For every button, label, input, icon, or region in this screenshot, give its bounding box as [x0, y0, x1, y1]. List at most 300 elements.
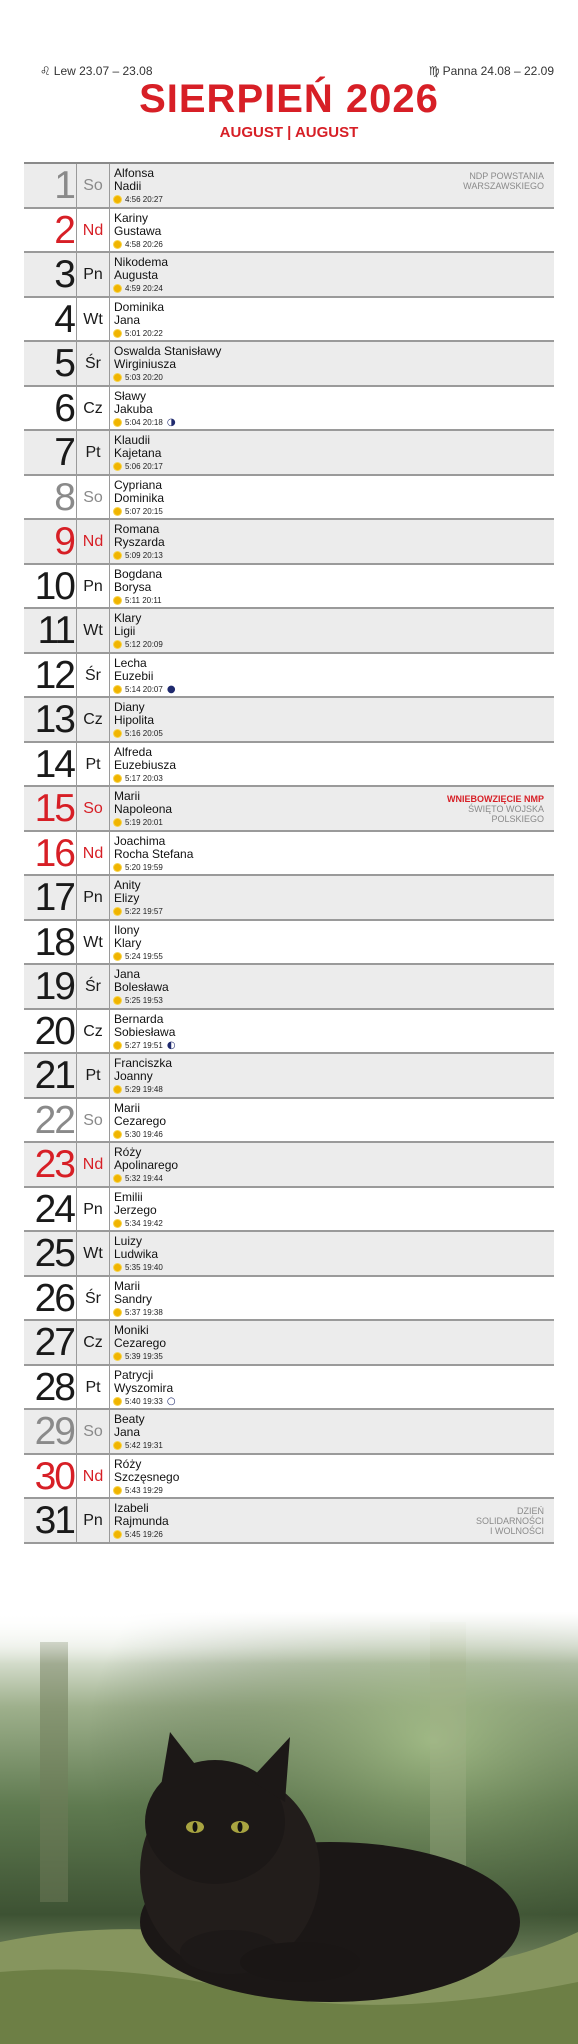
moon-phase-icon: ● [166, 683, 176, 695]
divider [76, 965, 77, 1008]
sunrise-sunset-text: 5:43 19:29 [125, 1485, 163, 1495]
cat-photo [0, 1612, 578, 2044]
name-day-name: Nikodema [114, 255, 169, 269]
name-day-names [114, 1502, 169, 1528]
weekday-label: Pt [85, 755, 101, 773]
name-day-name: Klary [114, 611, 142, 625]
name-day-names [114, 390, 153, 416]
name-day-name: Kajetana [114, 446, 162, 460]
name-day-name: Apolinarego [114, 1158, 179, 1172]
name-day-name: Klaudii [114, 433, 151, 447]
day-number: 26 [34, 1276, 74, 1320]
day-row [24, 253, 554, 298]
divider [109, 1010, 110, 1053]
holiday-note [463, 171, 544, 191]
sun-times [114, 1530, 163, 1540]
name-day-names [114, 1324, 166, 1350]
day-number: 15 [34, 787, 74, 830]
sun-icon [114, 1264, 121, 1271]
divider [76, 1010, 77, 1053]
name-day-name: Jana [114, 967, 141, 981]
name-day-name: Sławy [114, 388, 147, 403]
name-day-names [114, 212, 161, 238]
divider [76, 476, 77, 519]
weekday-label: Nd [82, 533, 104, 550]
sun-icon [114, 1042, 121, 1049]
sun-times [114, 1174, 163, 1184]
month-title: SIERPIEŃ 2026 [139, 77, 439, 121]
day-row [24, 1010, 554, 1055]
sun-icon [114, 819, 121, 826]
divider [76, 253, 77, 296]
name-day-name: Wirginiusza [114, 357, 177, 371]
name-day-name: Franciszka [114, 1056, 173, 1070]
sunrise-sunset-text: 5:32 19:44 [125, 1174, 163, 1183]
name-day-names [114, 746, 176, 772]
name-day-name: Bernarda [114, 1011, 164, 1026]
day-row [24, 654, 554, 699]
divider [109, 876, 110, 919]
holiday-line: ŚWIĘTO WOJSKA [468, 804, 544, 814]
day-row [24, 1321, 554, 1366]
name-day-name: Róży [114, 1145, 142, 1159]
name-day-name: Róży [114, 1456, 142, 1471]
sunrise-sunset-text: 5:20 19:59 [125, 862, 163, 872]
day-number: 25 [34, 1232, 74, 1275]
name-day-names [114, 879, 141, 905]
sun-icon [114, 997, 121, 1004]
weekday-label: Nd [82, 221, 104, 239]
sun-icon [114, 1487, 121, 1494]
divider [76, 1232, 77, 1275]
sun-icon [114, 775, 121, 782]
day-number: 31 [34, 1499, 74, 1542]
sunrise-sunset-text: 5:17 20:03 [125, 773, 163, 783]
sun-times [114, 774, 163, 784]
day-row [24, 1455, 554, 1500]
name-day-name: Bogdana [114, 566, 163, 581]
sunrise-sunset-text: 5:45 19:26 [125, 1530, 163, 1539]
day-number: 20 [34, 1009, 74, 1053]
name-day-name: Bolesława [114, 980, 169, 994]
sun-times [114, 1352, 163, 1362]
divider [109, 1410, 110, 1453]
name-day-names [114, 1013, 175, 1039]
leo-icon: ♌ [40, 64, 51, 78]
divider [76, 298, 77, 341]
divider [109, 565, 110, 608]
day-row [24, 298, 554, 343]
sunrise-sunset-text: 5:25 19:53 [125, 996, 163, 1005]
name-day-name: Ilony [114, 922, 140, 937]
name-day-name: Euzebii [114, 668, 154, 683]
name-day-name: Kariny [114, 210, 149, 225]
day-number: 4 [54, 297, 74, 341]
month-subtitle: AUGUST | AUGUST [219, 124, 359, 141]
divider [76, 164, 77, 207]
divider [109, 253, 110, 296]
weekday-label: Cz [83, 711, 103, 728]
sun-times [114, 1486, 163, 1496]
day-row [24, 565, 554, 610]
name-day-name: Jana [114, 312, 141, 327]
divider [109, 520, 110, 563]
name-day-name: Beaty [114, 1412, 145, 1426]
sun-icon [114, 241, 121, 248]
name-day-name: Ludwika [114, 1247, 159, 1261]
name-day-names [114, 345, 221, 371]
sun-times [114, 907, 163, 917]
divider [109, 1321, 110, 1364]
divider [76, 1366, 77, 1409]
name-day-name: Borysa [114, 579, 152, 594]
day-row [24, 209, 554, 254]
holiday-line: POLSKIEGO [491, 814, 544, 824]
day-number: 16 [34, 831, 74, 875]
day-row [24, 520, 554, 565]
weekday-label: Nd [82, 1156, 104, 1173]
name-day-name: Romana [114, 522, 160, 536]
day-number: 17 [34, 876, 74, 919]
name-day-names [114, 1413, 145, 1439]
divider [109, 965, 110, 1008]
weekday-label: So [83, 1111, 103, 1129]
name-day-name: Marii [114, 1100, 140, 1115]
divider [109, 698, 110, 741]
day-row [24, 342, 554, 387]
name-day-name: Napoleona [114, 802, 173, 816]
divider [109, 1366, 110, 1409]
moon-phase-icon: ◐ [166, 1039, 176, 1051]
divider [109, 1054, 110, 1097]
divider [76, 609, 77, 652]
name-day-name: Dominika [114, 490, 165, 505]
day-number: 3 [54, 253, 74, 296]
name-day-name: Joachima [114, 833, 166, 848]
name-day-names [114, 568, 162, 594]
name-day-name: Nadii [114, 179, 142, 193]
name-day-name: Cezarego [114, 1113, 167, 1128]
day-row [24, 1366, 554, 1411]
sunrise-sunset-text: 5:34 19:42 [125, 1218, 163, 1228]
name-day-name: Joanny [114, 1069, 153, 1083]
divider [76, 1099, 77, 1142]
name-day-name: Sobiesława [114, 1024, 176, 1039]
sun-times [114, 240, 163, 250]
day-row [24, 743, 554, 788]
weekday-label: Pn [83, 1512, 103, 1529]
sun-times [114, 195, 163, 205]
divider [76, 787, 77, 830]
sunrise-sunset-text: 4:59 20:24 [125, 284, 163, 293]
weekday-label: Wt [83, 1245, 103, 1262]
divider [76, 1410, 77, 1453]
sun-icon [114, 953, 121, 960]
day-row [24, 698, 554, 743]
sun-times [114, 1263, 163, 1273]
sun-icon [114, 1309, 121, 1316]
divider [109, 387, 110, 430]
weekday-label: So [83, 177, 103, 194]
name-day-name: Augusta [114, 268, 159, 282]
name-day-name: Elizy [114, 891, 140, 905]
virgo-icon: ♍ [428, 64, 440, 78]
sun-icon [114, 686, 121, 693]
name-day-names [114, 523, 165, 549]
sun-times [114, 685, 176, 695]
weekday-label: Cz [83, 1334, 103, 1351]
name-day-name: Jerzego [114, 1202, 157, 1217]
sunrise-sunset-text: 5:11 20:11 [125, 595, 162, 605]
divider [76, 832, 77, 875]
weekday-label: Śr [85, 666, 101, 684]
moon-phase-icon: ○ [166, 1395, 176, 1407]
divider [76, 342, 77, 385]
day-number: 1 [54, 164, 74, 207]
name-day-names [114, 924, 141, 950]
name-day-name: Emilii [114, 1189, 143, 1204]
name-day-name: Moniki [114, 1323, 149, 1337]
sun-times [114, 818, 163, 828]
day-number: 6 [54, 386, 74, 430]
day-row [24, 1410, 554, 1455]
sun-times [114, 1441, 163, 1451]
holiday-line: NDP POWSTANIA [469, 171, 544, 181]
day-row [24, 1188, 554, 1233]
name-day-name: Ryszarda [114, 535, 165, 549]
name-day-name: Hipolita [114, 713, 155, 727]
sun-times [114, 640, 163, 650]
sun-icon [114, 1442, 121, 1449]
holiday-line: WARSZAWSKIEGO [463, 181, 544, 191]
sun-icon [114, 285, 121, 292]
divider [76, 1277, 77, 1320]
weekday-label: Cz [83, 399, 103, 417]
day-row [24, 476, 554, 521]
sun-times [114, 952, 163, 962]
sunrise-sunset-text: 5:07 20:15 [125, 506, 163, 516]
name-day-names [114, 1280, 152, 1306]
sun-icon [114, 508, 121, 515]
name-day-names [114, 1191, 157, 1217]
sun-icon [114, 597, 121, 604]
name-day-name: Lecha [114, 655, 147, 670]
weekday-label: Pt [85, 444, 101, 461]
weekday-label: Nd [82, 844, 104, 862]
name-day-names [114, 701, 154, 727]
day-number: 18 [34, 920, 74, 964]
sun-times [114, 729, 163, 739]
divider [76, 387, 77, 430]
weekday-label: Wt [83, 622, 103, 639]
sun-times [114, 596, 162, 606]
divider [109, 1143, 110, 1186]
divider [109, 164, 110, 207]
sun-times [114, 462, 163, 472]
divider [109, 654, 110, 697]
day-row [24, 609, 554, 654]
day-number: 24 [34, 1187, 74, 1231]
divider [76, 1321, 77, 1364]
sun-icon [114, 1398, 121, 1405]
sunrise-sunset-text: 5:40 19:33 [125, 1396, 163, 1406]
sunrise-sunset-text: 5:19 20:01 [125, 818, 163, 827]
sun-icon [114, 1220, 121, 1227]
holiday-line: SOLIDARNOŚCI [475, 1516, 544, 1526]
sunrise-sunset-text: 5:39 19:35 [125, 1352, 163, 1361]
name-day-name: Alfonsa [114, 166, 155, 180]
day-list [24, 162, 554, 1544]
day-number: 8 [54, 475, 74, 519]
name-day-names [114, 790, 172, 816]
day-row [24, 431, 554, 476]
weekday-label: Pn [83, 266, 103, 283]
name-day-name: Rajmunda [114, 1514, 169, 1528]
sun-times [114, 507, 163, 517]
name-day-names [114, 479, 164, 505]
sun-icon [114, 908, 121, 915]
name-day-name: Marii [114, 789, 140, 803]
day-number: 7 [54, 431, 74, 474]
weekday-label: Pn [83, 1200, 103, 1218]
divider [76, 698, 77, 741]
name-day-names [114, 1057, 172, 1083]
holiday-name-red: WNIEBOWZIĘCIE NMP [447, 794, 544, 804]
sun-icon [114, 419, 121, 426]
day-row [24, 832, 554, 877]
name-day-name: Cezarego [114, 1336, 167, 1350]
name-day-names [114, 167, 154, 193]
divider [76, 209, 77, 252]
name-day-names [114, 1146, 178, 1172]
sunrise-sunset-text: 5:06 20:17 [125, 462, 163, 471]
day-number: 2 [54, 208, 74, 252]
name-day-name: Ligii [114, 624, 136, 638]
name-day-name: Anity [114, 878, 141, 892]
day-number: 9 [54, 520, 74, 563]
name-day-name: Gustawa [114, 223, 162, 238]
divider [76, 743, 77, 786]
divider [76, 1499, 77, 1542]
name-day-name: Wyszomira [114, 1380, 174, 1395]
sun-icon [114, 1353, 121, 1360]
sun-times [114, 329, 163, 339]
sunrise-sunset-text: 4:56 20:27 [125, 195, 163, 204]
name-day-names [114, 1102, 166, 1128]
sun-icon [114, 1531, 121, 1538]
divider [109, 921, 110, 964]
name-day-names [114, 301, 164, 327]
name-day-name: Luizy [114, 1234, 143, 1248]
weekday-label: So [83, 488, 103, 506]
name-day-names [114, 256, 168, 282]
day-row [24, 1054, 554, 1099]
day-number: 27 [34, 1321, 74, 1364]
sun-times [114, 1130, 163, 1140]
sunrise-sunset-text: 5:30 19:46 [125, 1129, 163, 1139]
name-day-name: Euzebiusza [114, 757, 177, 772]
day-number: 5 [54, 342, 74, 385]
name-day-name: Dominika [114, 299, 165, 314]
sun-icon [114, 463, 121, 470]
divider [109, 609, 110, 652]
sun-icon [114, 552, 121, 559]
weekday-label: Śr [85, 978, 101, 995]
name-day-name: Jakuba [114, 401, 153, 416]
sun-times [114, 1085, 163, 1095]
day-number: 10 [34, 564, 74, 608]
weekday-label: Pn [83, 577, 103, 595]
day-number: 21 [34, 1054, 74, 1097]
day-row [24, 387, 554, 432]
divider [76, 565, 77, 608]
sun-icon [114, 864, 121, 871]
sun-icon [114, 1175, 121, 1182]
divider [76, 1143, 77, 1186]
name-day-name: Sandry [114, 1291, 153, 1306]
sun-icon [114, 641, 121, 648]
holiday-note [476, 1506, 544, 1536]
sunrise-sunset-text: 5:09 20:13 [125, 551, 163, 560]
day-row [24, 1277, 554, 1322]
day-row [24, 876, 554, 921]
weekday-label: Śr [85, 355, 101, 372]
cat-illustration [0, 1612, 578, 2044]
divider [76, 520, 77, 563]
weekday-label: Wt [83, 933, 103, 951]
weekday-label: So [83, 1423, 103, 1440]
sun-icon [114, 330, 121, 337]
divider [109, 1099, 110, 1142]
sunrise-sunset-text: 5:35 19:40 [125, 1263, 163, 1272]
sunrise-sunset-text: 5:14 20:07 [125, 684, 163, 694]
day-row [24, 164, 554, 209]
moon-phase-icon: ◑ [166, 416, 176, 428]
name-day-names [114, 1235, 158, 1261]
divider [76, 1455, 77, 1498]
name-day-names [114, 657, 153, 683]
sunrise-sunset-text: 4:58 20:26 [125, 239, 163, 249]
divider [109, 1455, 110, 1498]
name-day-name: Szczęsnego [114, 1469, 180, 1484]
divider [109, 431, 110, 474]
sun-icon [114, 374, 121, 381]
sun-times [114, 1397, 176, 1407]
divider [109, 1188, 110, 1231]
day-number: 14 [34, 742, 74, 786]
name-day-name: Alfreda [114, 744, 153, 759]
divider [109, 342, 110, 385]
sun-icon [114, 1086, 121, 1093]
sun-times [114, 1041, 176, 1051]
weekday-label: So [83, 800, 103, 817]
divider [109, 1499, 110, 1542]
day-row [24, 921, 554, 966]
day-number: 12 [34, 653, 74, 697]
day-row [24, 1099, 554, 1144]
sun-icon [114, 196, 121, 203]
sun-icon [114, 730, 121, 737]
day-number: 11 [37, 609, 74, 652]
divider [109, 209, 110, 252]
name-day-name: Diany [114, 700, 145, 714]
sun-times [114, 373, 163, 383]
weekday-label: Nd [82, 1467, 104, 1485]
divider [109, 787, 110, 830]
name-day-names [114, 968, 169, 994]
sunrise-sunset-text: 5:22 19:57 [125, 907, 163, 916]
name-day-names [114, 1369, 173, 1395]
